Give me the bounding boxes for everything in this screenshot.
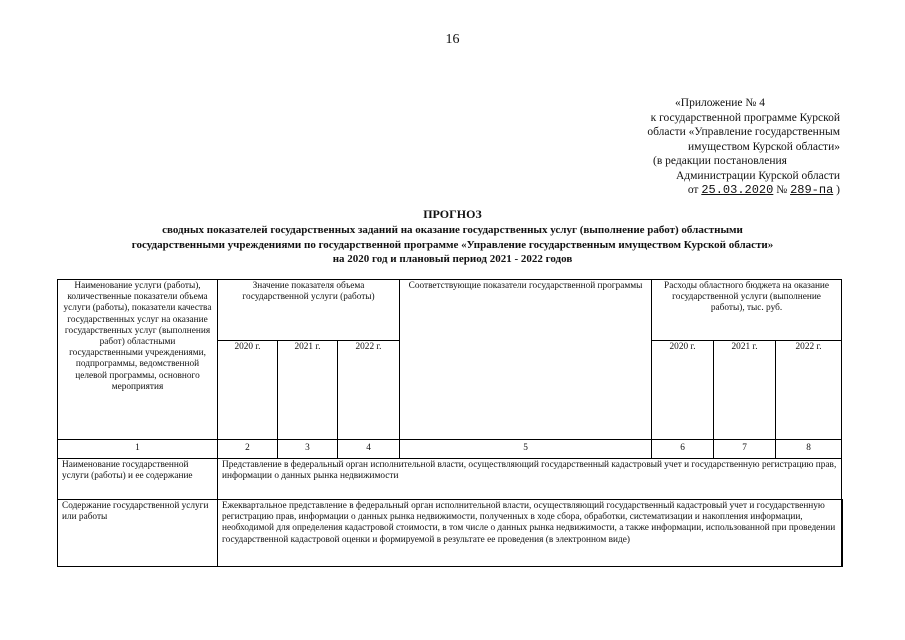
column-number: 4 (338, 440, 400, 459)
column-number: 6 (652, 440, 714, 459)
appendix-block (600, 96, 840, 198)
appendix-line-3: области «Управление государственным (647, 126, 840, 138)
appendix-line-4: имуществом Курской области» (688, 140, 840, 153)
document-title: ПРОГНОЗ (423, 207, 482, 221)
appendix-line-6: Администрации Курской области (676, 169, 840, 182)
date-prefix: от (687, 184, 699, 196)
document-subtitle (60, 223, 845, 267)
header-budget-year-2022: 2022 г. (776, 341, 842, 440)
closing-paren: ) (836, 184, 840, 196)
page-number: 16 (445, 32, 460, 47)
forecast-table (57, 279, 843, 567)
subtitle-line-2: государственными учреждениями по государственной программе «Управление государственным имуществом Курской области» (131, 238, 774, 251)
appendix-line-5: (в редакции постановления (653, 155, 787, 167)
column-number: 8 (776, 440, 842, 459)
table-row (58, 500, 842, 567)
row-label: Содержание государственной услуги или работы (58, 500, 218, 567)
column-number: 7 (714, 440, 776, 459)
subtitle-line-1: сводных показателей государственных заданий на оказание государственных услуг (выполнение работ) областными (162, 224, 743, 236)
number-prefix: № (776, 184, 788, 196)
header-service-name: Наименование услуги (работы), количественные показатели объема услуги (работы), показатели качества государственных услуг на оказание государственных услуг (выполнения работ) областными государственными учреждениями, подпрограммы, ведомственной целевой программы, основного мероприятия (58, 280, 218, 440)
row-label: Наименование государственной услуги (работы) и ее содержание (58, 459, 218, 500)
appendix-date-line (600, 183, 840, 198)
column-number: 1 (58, 440, 218, 459)
resolution-number: 289-па (790, 183, 834, 197)
subtitle-line-3: на 2020 год и плановый период 2021 - 2022 годов (332, 253, 573, 265)
table-row (58, 459, 842, 500)
column-number: 2 (218, 440, 278, 459)
header-budget-year-2021: 2021 г. (714, 341, 776, 440)
header-volume-group: Значение показателя объема государственной услуги (работы) (218, 280, 400, 341)
resolution-date: 25.03.2020 (701, 183, 774, 197)
row-content: Ежеквартальное представление в федеральный орган исполнительной власти, осуществляющий государственный кадастровый учет и государственную регистрацию прав, информации о данных рынка недвижимости, полученных в ходе сбора, обработки, систематизации и накопления информации, необходимой для определения кадастровой стоимости, в том числе о данных рынка недвижимости, а также информации, использованной при проведении государственной кадастровой оценки и формируемой в результате ее проведения (в электронном виде) (218, 500, 842, 567)
column-numbers-row (58, 440, 842, 459)
appendix-line-1: «Приложение № 4 (675, 97, 765, 109)
column-number: 3 (278, 440, 338, 459)
header-year-2020: 2020 г. (218, 341, 278, 440)
column-number: 5 (400, 440, 652, 459)
header-year-2022: 2022 г. (338, 341, 400, 440)
appendix-line-2: к государственной программе Курской (650, 111, 840, 124)
header-budget-year-2020: 2020 г. (652, 341, 714, 440)
row-content: Представление в федеральный орган исполнительной власти, осуществляющий государственный кадастровый учет и государственную регистрацию прав, информации о данных рынка недвижимости (218, 459, 842, 500)
header-year-2021: 2021 г. (278, 341, 338, 440)
header-budget-group: Расходы областного бюджета на оказание государственной услуги (выполнение работы), тыс. руб. (652, 280, 842, 341)
header-program-indicators: Соответствующие показатели государственной программы (400, 280, 652, 440)
